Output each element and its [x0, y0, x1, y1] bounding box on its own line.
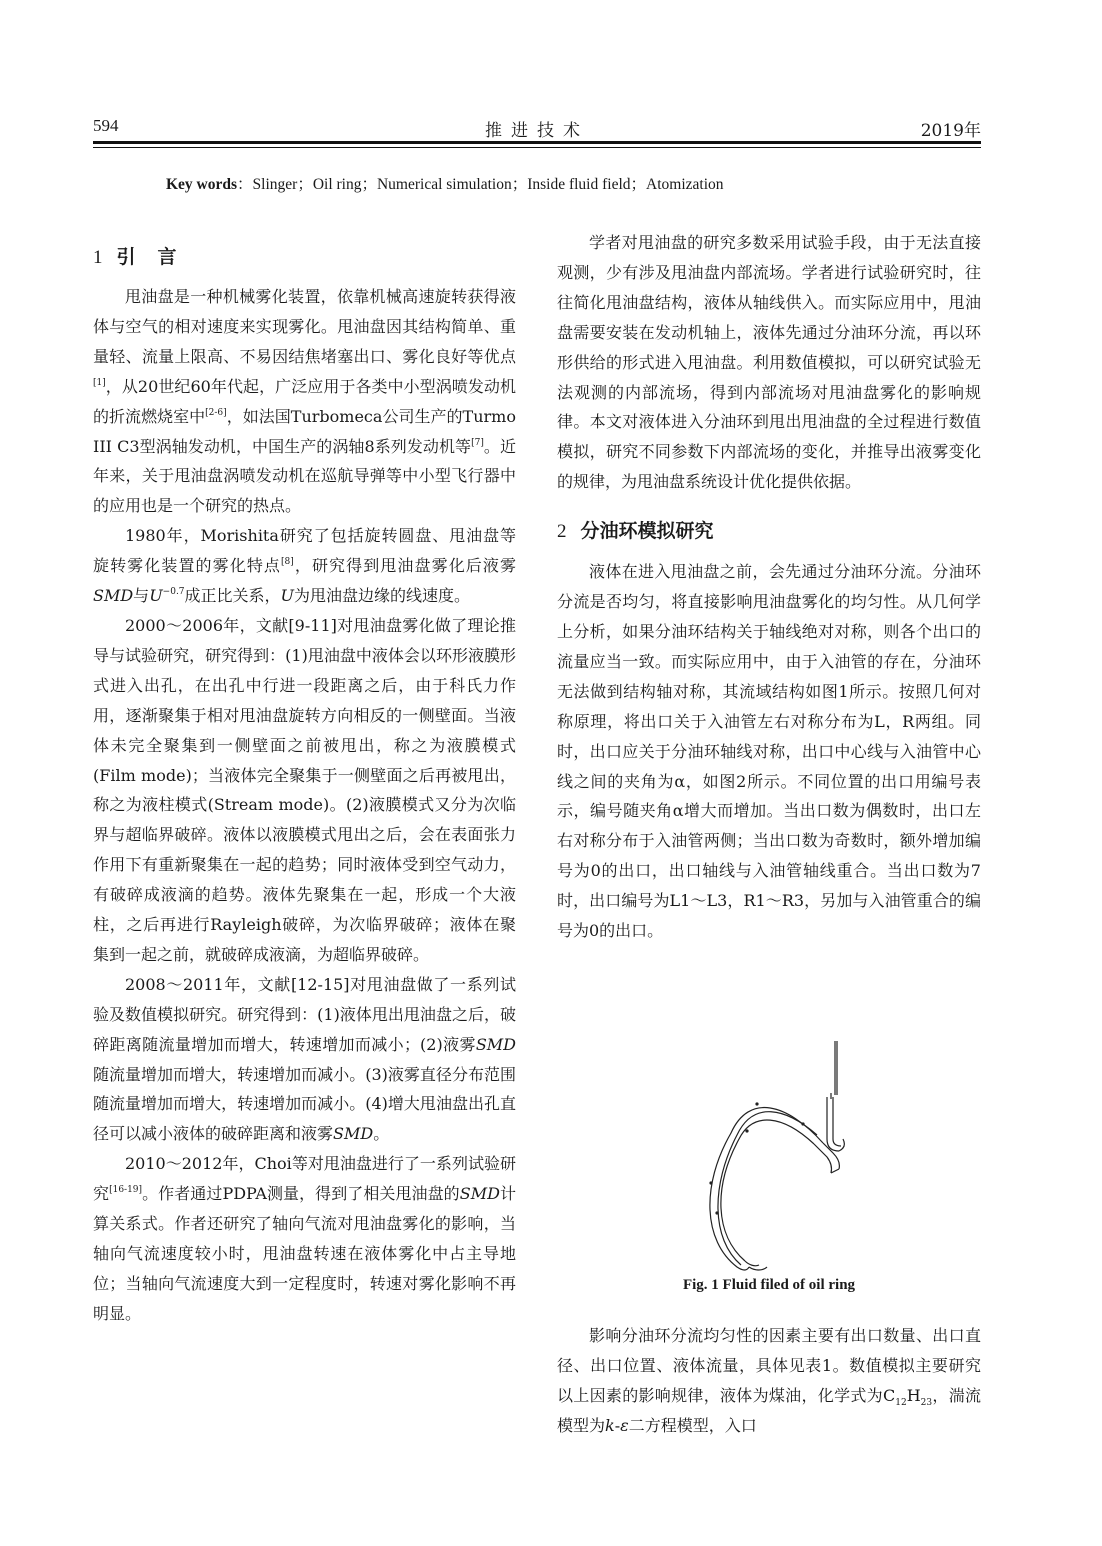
figure-1 [557, 1035, 981, 1305]
paragraph [557, 228, 981, 497]
section-2-heading [557, 515, 981, 547]
paragraph [93, 521, 516, 611]
section-2-body [557, 557, 981, 946]
ring-inner-outline [721, 1120, 814, 1261]
text-run: ，研究得到甩油盘雾化后液雾 [293, 556, 516, 576]
keywords-label: Key words [166, 176, 238, 193]
text-run: 二方程模型，入口 [628, 1415, 757, 1435]
keywords-line [166, 172, 724, 194]
paragraph [93, 970, 516, 1149]
keywords-text: ：Slinger；Oil ring；Numerical simulation；Inside fluid field；Atomization [237, 176, 724, 193]
italic-symbol: U [149, 586, 163, 606]
paragraph [557, 557, 981, 946]
italic-symbol: SMD [93, 586, 134, 606]
header-rule-thin [93, 147, 981, 148]
text-run: ，从20世纪60年代起，广泛应用于各类中小型涡喷发动机的折流燃烧室中 [93, 376, 516, 426]
text-run: 液体在进入甩油盘之前，会先通过分油环分流。分油环分流是否均匀，将直接影响甩油盘雾化的均匀性。从几何学上分析，如果分油环结构关于轴线绝对对称，则各个出口的流量应当一致。而实际应用中，由于入油管的存在，分油环无法做到结构轴对称，其流域结构如图1所示。按照几何对称原理，将出口关于入油管左右对称分布为L，R两组。同时，出口应关于分油环轴线对称，出口中心线与入油管中心线之间的夹角为α，如图2所示。不同位置的出口用编号表示，编号随夹角α增大而增加。当出口数为偶数时，出口左右对称分布于入油管两侧；当出口数为奇数时，额外增加编号为0的出口，出口轴线与入油管轴线重合。当出口数为7时，出口编号为L1～L3，R1～R3，另加与入油管重合的编号为0的出口。 [557, 562, 981, 941]
section-1-number: 1 [93, 247, 103, 268]
section-1-heading [93, 241, 516, 273]
ring-outer-outline [710, 1108, 823, 1270]
intro-continued [557, 228, 981, 497]
text-run: 甩油盘是一种机械雾化装置，依靠机械高速旋转获得液体与空气的相对速度来实现雾化。甩油盘因其结构简单、重量轻、流量上限高、不易因结焦堵塞出口、雾化良好等优点 [93, 287, 516, 366]
text-run: ，湍流模型为 [557, 1385, 981, 1435]
section-2-title: 分油环模拟研究 [580, 520, 714, 543]
italic-symbol: SMD [333, 1124, 374, 1144]
right-column-lower [557, 1321, 981, 1441]
section-2-number: 2 [557, 521, 567, 543]
oil-ring-fluid-domain-drawing [687, 1035, 877, 1275]
citation-superscript: [16-19] [109, 1185, 143, 1196]
italic-symbol: U [280, 586, 295, 606]
running-header [93, 116, 981, 140]
text-run: 成正比关系， [184, 586, 281, 606]
text-run: 影响分油环分流均匀性的因素主要有出口数量、出口直径、出口位置、液体流量，具体见表1。数值模拟主要研究以上因素的影响规律，液体为煤油，化学式为C [557, 1326, 981, 1405]
text-run: 。 [373, 1124, 390, 1144]
subscript: 12 [895, 1398, 907, 1408]
journal-name: 推进技术 [485, 121, 589, 141]
text-run: 1980年，Morishita研究了包括旋转圆盘、甩油盘等旋转雾化装置的雾化特点 [93, 526, 516, 576]
section-1-body [93, 282, 516, 1329]
citation-superscript: [8] [281, 557, 294, 568]
italic-symbol: SMD [459, 1184, 500, 1204]
publication-year: 2019年 [920, 121, 981, 141]
text-run: 计算关系式。作者还研究了轴向气流对甩油盘雾化的影响，当轴向气流速度较小时，甩油盘转速在液体雾化中占主导地位；当轴向气流速度大到一定程度时，转速对雾化影响不再明显。 [93, 1184, 516, 1323]
text-run: 。近年来，关于甩油盘涡喷发动机在巡航导弹等中小型飞行器中的应用也是一个研究的热点。 [93, 436, 516, 516]
paragraph [93, 611, 516, 970]
citation-superscript: [1] [93, 377, 106, 388]
text-run: - [614, 1415, 621, 1435]
citation-superscript: −0.7 [162, 587, 185, 598]
header-rule-thick [93, 141, 981, 144]
text-run: 为甩油盘边缘的线速度。 [294, 586, 471, 606]
subscript: 23 [920, 1398, 933, 1408]
paragraph [93, 282, 516, 521]
figure-1-caption: Fig. 1 Fluid filed of oil ring [682, 1277, 856, 1293]
italic-symbol: SMD [475, 1034, 516, 1054]
page-number: 594 [93, 116, 119, 135]
citation-superscript: [7] [471, 437, 484, 448]
text-run: ，如法国Turbomeca公司生产的Turmo III C3型涡轴发动机，中国生产的涡轴8系列发动机等 [93, 406, 516, 456]
text-run: 2010～2012年，Choi等对甩油盘进行了一系列试验研究 [93, 1154, 516, 1204]
left-column [93, 241, 516, 1329]
text-run: 学者对甩油盘的研究多数采用试验手段，由于无法直接观测，少有涉及甩油盘内部流场。学者进行试验研究时，往往简化甩油盘结构，液体从轴线供入。而实际应用中，甩油盘需要安装在发动机轴上，液体先通过分油环分流，再以环形供给的形式进入甩油盘。利用数值模拟，可以研究试验无法观测的内部流场，得到内部流场对甩油盘雾化的影响规律。本文对液体进入分油环到甩出甩油盘的全过程进行数值模拟，研究不同参数下内部流场的变化，并推导出液雾变化的规律，为甩油盘系统设计优化提供依据。 [557, 233, 981, 492]
text-run: 随流量增加而增大，转速增加而减小。(3)液雾直径分布范围随流量增加而增大，转速增加而减小。(4)增大甩油盘出孔直径可以减小液体的破碎距离和液雾 [93, 1064, 516, 1144]
section-2-body-after-figure [557, 1321, 981, 1441]
section-1-title: 引言 [116, 246, 199, 268]
text-run: 与 [133, 586, 150, 606]
citation-superscript: [2-6] [205, 407, 227, 418]
text-run: H [906, 1385, 921, 1405]
right-column [557, 228, 981, 946]
text-run: 。作者通过PDPA测量，得到了相关甩油盘的 [142, 1184, 460, 1204]
text-run: 2000～2006年，文献[9-11]对甩油盘雾化做了理论推导与试验研究，研究得到：(1)甩油盘中液体会以环形液膜形式进入出孔，在出孔中行进一段距离之后，由于科氏力作用，逐渐聚集于相对甩油盘旋转方向相反的一侧壁面。当液体未完全聚集到一侧壁面之前被甩出，称之为液膜模式(Film mode)；当液体完全聚集于一侧壁面之后再被甩出，称之为液柱模式(Stream mode)。(2)液膜模式又分为次临界与超临界破碎。液体以液膜模式甩出之后，会在表面张力作用下有重新聚集在一起的趋势；同时液体受到空气动力，有破碎成液滴的趋势。液体先聚集在一起，形成一个大液柱，之后再进行Rayleigh破碎，为次临界破碎；液体在聚集到一起之前，就破碎成液滴，为超临界破碎。 [93, 615, 516, 964]
paragraph [557, 1321, 981, 1441]
italic-symbol: ε [620, 1415, 629, 1435]
text-run: 2008～2011年，文献[12-15]对甩油盘做了一系列试验及数值模拟研究。研究得到：(1)液体甩出甩油盘之后，破碎距离随流量增加而增大，转速增加而减小；(2)液雾 [93, 974, 516, 1054]
paragraph [93, 1149, 516, 1328]
italic-symbol: k [605, 1415, 615, 1435]
